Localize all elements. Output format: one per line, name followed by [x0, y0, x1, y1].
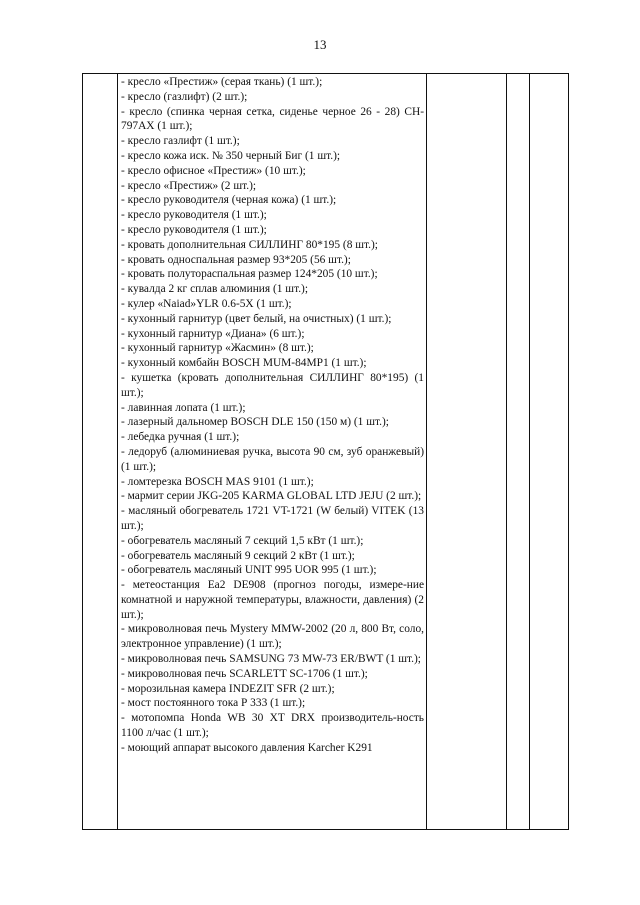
list-item: - кресло руководителя (1 шт.); [121, 223, 267, 236]
list-item: - ломтерезка BOSCH MAS 9101 (1 шт.); [121, 475, 314, 488]
list-item: - моющий аппарат высокого давления Karcher K291 [121, 741, 373, 754]
list-item: - кухонный гарнитур «Диана» (6 шт.); [121, 327, 305, 340]
list-item: - кулер «Naiad»YLR 0.6-5X (1 шт.); [121, 297, 292, 310]
list-item: - кресло (спинка черная сетка, сиденье черное 26 - 28) CH-797AX (1 шт.); [121, 105, 424, 133]
list-item: - кресло «Престиж» (серая ткань) (1 шт.); [121, 76, 323, 88]
list-item: - кровать дополнительная СИЛЛИНГ 80*195 (8 шт.); [121, 238, 378, 251]
column-divider [426, 74, 427, 829]
column-divider [117, 74, 118, 829]
list-item: - лазерный дальномер BOSCH DLE 150 (150 м) (1 шт.); [121, 416, 389, 429]
list-item: - кресло (газлифт) (2 шт.); [121, 90, 248, 103]
list-item: - микроволновая печь SAMSUNG 73 MW-73 ER/BWT (1 шт.); [121, 653, 421, 666]
list-item: - лебедка ручная (1 шт.); [121, 431, 240, 444]
list-item: - кресло руководителя (черная кожа) (1 шт.); [121, 194, 337, 207]
list-item: - микроволновая печь Mystery MMW-2002 (20 л, 800 Вт, соло, электронное управление) (1 шт.); [121, 623, 424, 651]
list-item: - обогреватель масляный 9 секций 2 кВт (1 шт.); [121, 549, 355, 562]
list-item: - кувалда 2 кг сплав алюминия (1 шт.); [121, 283, 309, 296]
list-item: - кровать полутораспальная размер 124*205 (10 шт.); [121, 268, 378, 281]
list-item: - кухонный гарнитур (цвет белый, на очистных) (1 шт.); [121, 312, 392, 325]
list-item: - мармит серии JKG-205 KARMA GLOBAL LTD JEJU (2 шт.); [121, 490, 422, 503]
list-item: - метеостанция Ea2 DE908 (прогноз погоды, измере-ние комнатной и наружной температуры, влажности, давления) (2 шт.); [121, 579, 424, 621]
list-item: - морозильная камера INDEZIT SFR (2 шт.); [121, 682, 335, 695]
list-item: - кресло кожа иск. № 350 черный Биг (1 шт.); [121, 149, 341, 162]
list-item: - обогреватель масляный UNIT 995 UOR 995 (1 шт.); [121, 564, 377, 577]
list-item: - ледоруб (алюминиевая ручка, высота 90 см, зуб оранжевый) (1 шт.); [121, 445, 424, 473]
column-divider [529, 74, 530, 829]
list-item: - кухонный гарнитур «Жасмин» (8 шт.); [121, 342, 314, 355]
list-item: - кухонный комбайн BOSCH MUM-84MP1 (1 шт.); [121, 357, 367, 370]
list-item: - лавинная лопата (1 шт.); [121, 401, 246, 414]
column-divider [506, 74, 507, 829]
list-item: - кресло «Престиж» (2 шт.); [121, 179, 257, 192]
list-item: - кресло газлифт (1 шт.); [121, 135, 240, 148]
list-item: - кресло офисное «Престиж» (10 шт.); [121, 164, 306, 177]
list-item: - кровать односпальная размер 93*205 (56 шт.); [121, 253, 351, 266]
inventory-table [82, 73, 569, 830]
list-item: - масляный обогреватель 1721 VT-1721 (W белый) VITEK (13 шт.); [121, 505, 424, 532]
list-item: - микроволновая печь SCARLETT SC-1706 (1 шт.); [121, 667, 368, 680]
page-number: 13 [313, 37, 327, 52]
list-item: - кушетка (кровать дополнительная СИЛЛИНГ 80*195) (1 шт.); [121, 371, 424, 399]
list-item: - мотопомпа Honda WB 30 XT DRX производитель-ность 1100 л/час (1 шт.); [121, 712, 424, 740]
list-item: - кресло руководителя (1 шт.); [121, 209, 267, 222]
list-item: - мост постоянного тока Р 333 (1 шт.); [121, 697, 306, 710]
property-list-cell [121, 75, 424, 756]
list-item: - обогреватель масляный 7 секций 1,5 кВт (1 шт.); [121, 534, 364, 547]
